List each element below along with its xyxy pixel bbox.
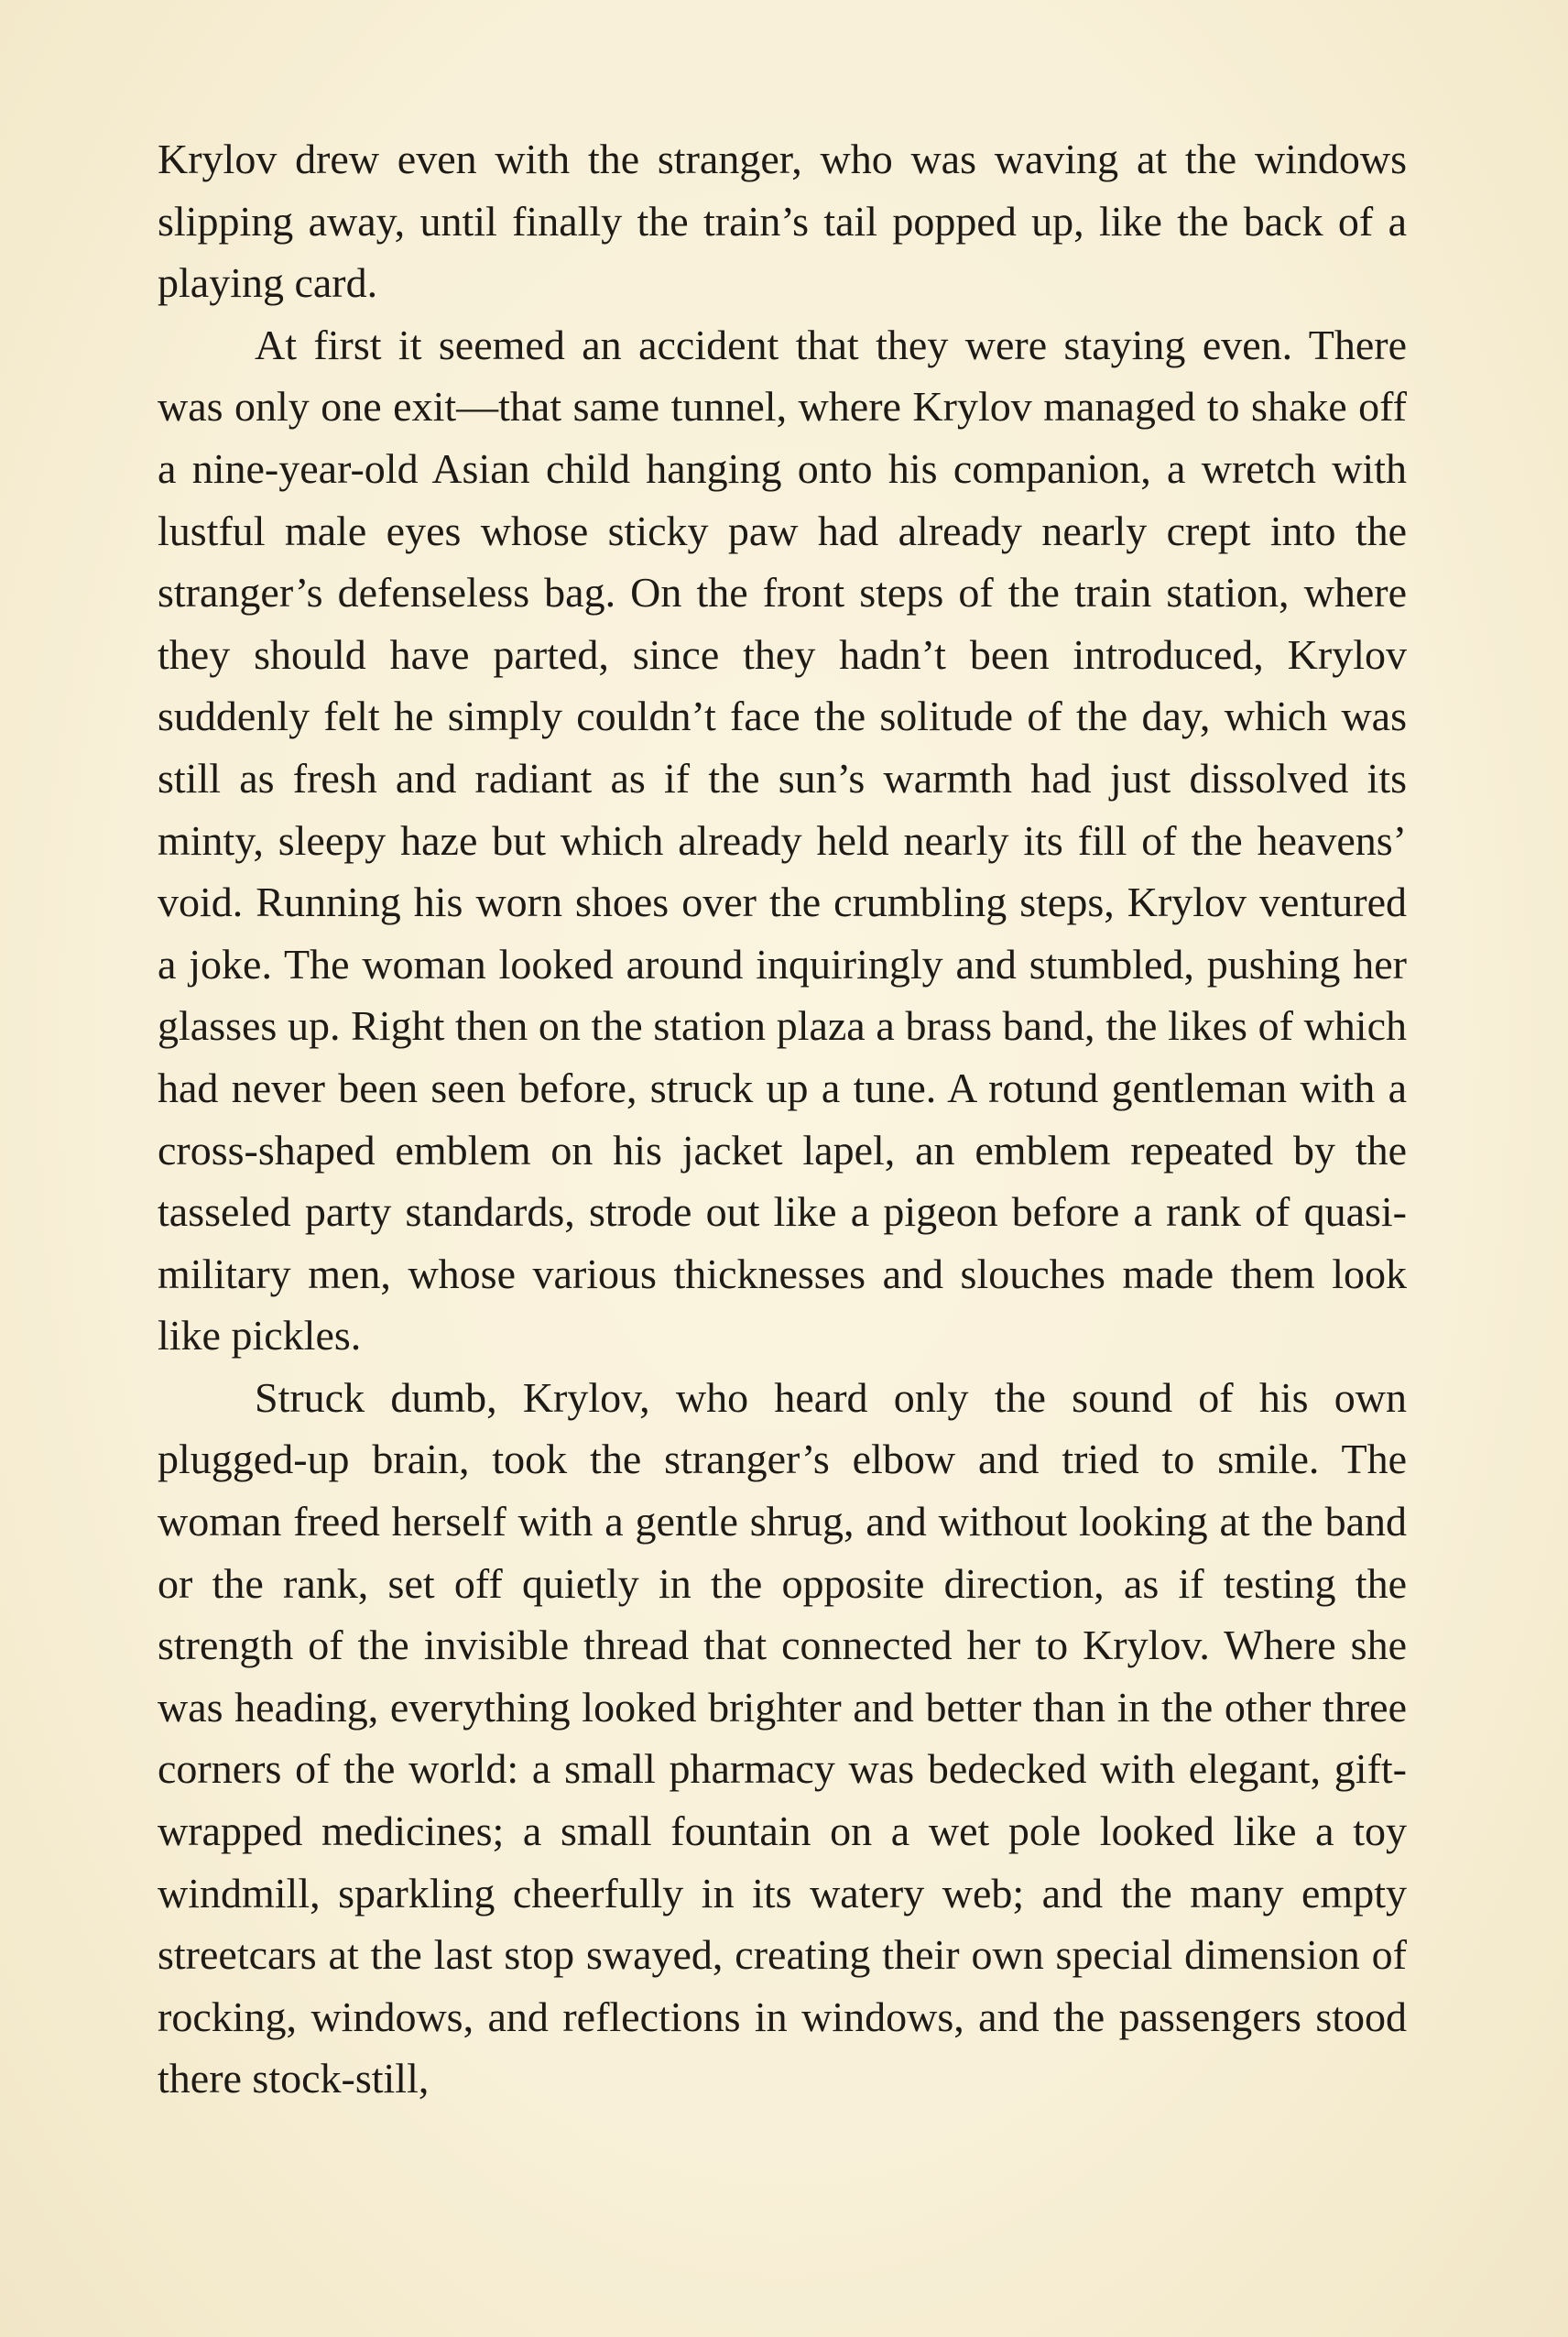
paragraph-1: Krylov drew even with the stranger, who was waving at the windows slipping away, until finally the train’s tail popped up, like the back of a playing card. — [158, 136, 1407, 307]
paragraph-3: Struck dumb, Krylov, who heard only the sound of his own plugged-up brain, took the stranger’s elbow and tried to smile. The woman freed herself with a gentle shrug, and without looking at the band or the rank, set off quietly in the opposite direction, as if testing the strength of the invisible thread that connected her to Krylov. Where she was heading, everything looked brighter and better than in the other three corners of the world: a small pharmacy was bedecked with elegant, gift-wrapped medicines; a small fountain on a wet pole looked like a toy windmill, sparkling cheerfully in its watery web; and the many empty streetcars at the last stop swayed, creating their own special dimension of rocking, windows, and reflections in windows, and the passengers stood there stock-still, — [158, 1373, 1407, 2102]
body-text — [158, 128, 1407, 2110]
paragraph-2: At first it seemed an accident that they were staying even. There was only one exit—that same tunnel, where Krylov managed to shake off a nine-year-old Asian child hanging onto his companion, a wretch with lustful male eyes whose sticky paw had already nearly crept into the stranger’s defenseless bag. On the front steps of the train station, where they should have parted, since they hadn’t been introduced, Krylov suddenly felt he simply couldn’t face the solitude of the day, which was still as fresh and radiant as if the sun’s warmth had just dissolved its minty, sleepy haze but which already held nearly its fill of the heavens’ void. Running his worn shoes over the crumbling steps, Krylov ventured a joke. The woman looked around inquiringly and stumbled, pushing her glasses up. Right then on the station plaza a brass band, the likes of which had never been seen before, struck up a tune. A rotund gentleman with a cross-shaped emblem on his jacket lapel, an emblem repeated by the tasseled party standards, strode out like a pigeon before a rank of quasi-military men, whose various thicknesses and slouches made them look like pickles. — [158, 321, 1407, 1360]
